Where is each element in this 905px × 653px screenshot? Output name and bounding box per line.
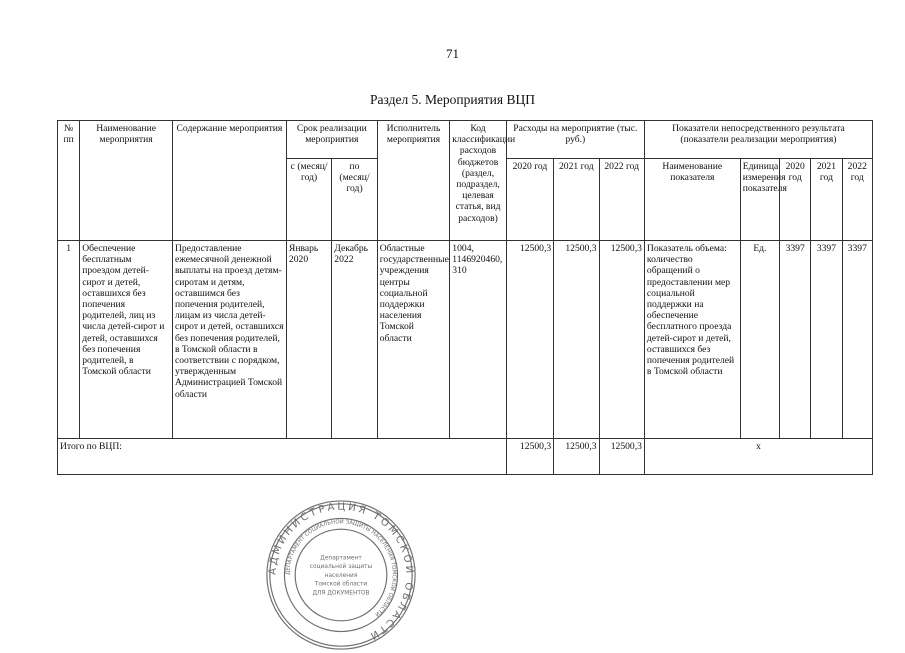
header-ind-unit: Единица измерения показателя [740, 159, 779, 241]
header-period-to: по (месяц/ год) [332, 159, 377, 241]
svg-text:Томской области: Томской области [314, 581, 368, 588]
row-ind-2020: 3397 [780, 241, 811, 439]
activities-table [57, 120, 873, 475]
total-indicators: х [644, 439, 872, 475]
official-seal [263, 497, 419, 653]
header-exp-2022: 2022 год [599, 159, 644, 241]
total-exp-2022: 12500,3 [599, 439, 644, 475]
header-num: № пп [58, 121, 80, 241]
header-ind-name: Наименование показателя [644, 159, 740, 241]
row-to: Декабрь 2022 [332, 241, 377, 439]
header-period: Срок реализации мероприятия [286, 121, 377, 159]
header-ind-2021: 2021 год [811, 159, 842, 241]
row-executor: Областные государственные учреждения центры социальной поддержки населения Томской области [377, 241, 450, 439]
header-exp-2020: 2020 год [506, 159, 553, 241]
total-row [58, 439, 873, 475]
row-ind-2021: 3397 [811, 241, 842, 439]
header-indicators: Показатели непосредственного результата (показатели реализации мероприятия) [644, 121, 872, 159]
row-ind-2022: 3397 [842, 241, 872, 439]
total-exp-2020: 12500,3 [506, 439, 553, 475]
total-label: Итого по ВЦП: [58, 439, 507, 475]
row-code: 1004, 1146920460, 310 [450, 241, 506, 439]
total-exp-2021: 12500,3 [554, 439, 599, 475]
header-expenses: Расходы на мероприятие (тыс. руб.) [506, 121, 644, 159]
header-code: Код классификации расходов бюджетов (раздел, подраздел, целевая статья, вид расходов) [450, 121, 506, 241]
svg-text:АДМИНИСТРАЦИЯ ТОМСКОЙ ОБЛАСТИ: АДМИНИСТРАЦИЯ ТОМСКОЙ ОБЛАСТИ [267, 501, 415, 642]
row-ind-name: Показатель объема: количество обращений о предоставлении мер социальной поддержки на обеспечение бесплатного проезда детей-сирот и детей, оставшихся без попечения родителей в Томской области [644, 241, 740, 439]
header-period-from: с (месяц/ год) [286, 159, 331, 241]
header-name: Наименование мероприятия [80, 121, 173, 241]
section-title: Раздел 5. Мероприятия ВЦП [370, 92, 535, 107]
header-executor: Исполнитель мероприятия [377, 121, 450, 241]
row-exp-2022: 12500,3 [599, 241, 644, 439]
header-ind-2022: 2022 год [842, 159, 872, 241]
svg-text:ДЕПАРТАМЕНТ СОЦИАЛЬНОЙ ЗАЩИТЫ: ДЕПАРТАМЕНТ СОЦИАЛЬНОЙ ЗАЩИТЫ НАСЕЛЕНИЯ ТОМСКОЙ ОБЛАСТИ [285, 519, 397, 618]
svg-text:социальной защиты: социальной защиты [309, 564, 373, 571]
row-exp-2020: 12500,3 [506, 241, 553, 439]
svg-text:населения: населения [324, 572, 358, 579]
svg-text:ДЛЯ ДОКУМЕНТОВ: ДЛЯ ДОКУМЕНТОВ [312, 590, 370, 597]
row-name: Обеспечение бесплатным проездом детей-сирот и детей, оставшихся без попечения родителей, лиц из числа детей-сирот и детей, оставшихся без попечения родителей, в Томской области [80, 241, 173, 439]
row-from: Январь 2020 [286, 241, 331, 439]
header-exp-2021: 2021 год [554, 159, 599, 241]
header-content: Содержание мероприятия [172, 121, 286, 241]
row-exp-2021: 12500,3 [554, 241, 599, 439]
row-num: 1 [58, 241, 80, 439]
page-number: 71 [446, 46, 459, 61]
row-content: Предоставление ежемесячной денежной выплаты на проезд детям-сиротам и детям, оставшимся без попечения родителей, лицам из числа детей-сирот и детей, оставшихся без попечения родителей, в Томской области в соответствии с порядком, утвержденным Администрацией Томской области [172, 241, 286, 439]
row-ind-unit: Ед. [740, 241, 779, 439]
table-row [58, 241, 873, 439]
svg-text:Департамент: Департамент [320, 555, 362, 562]
header-ind-2020: 2020 год [780, 159, 811, 241]
